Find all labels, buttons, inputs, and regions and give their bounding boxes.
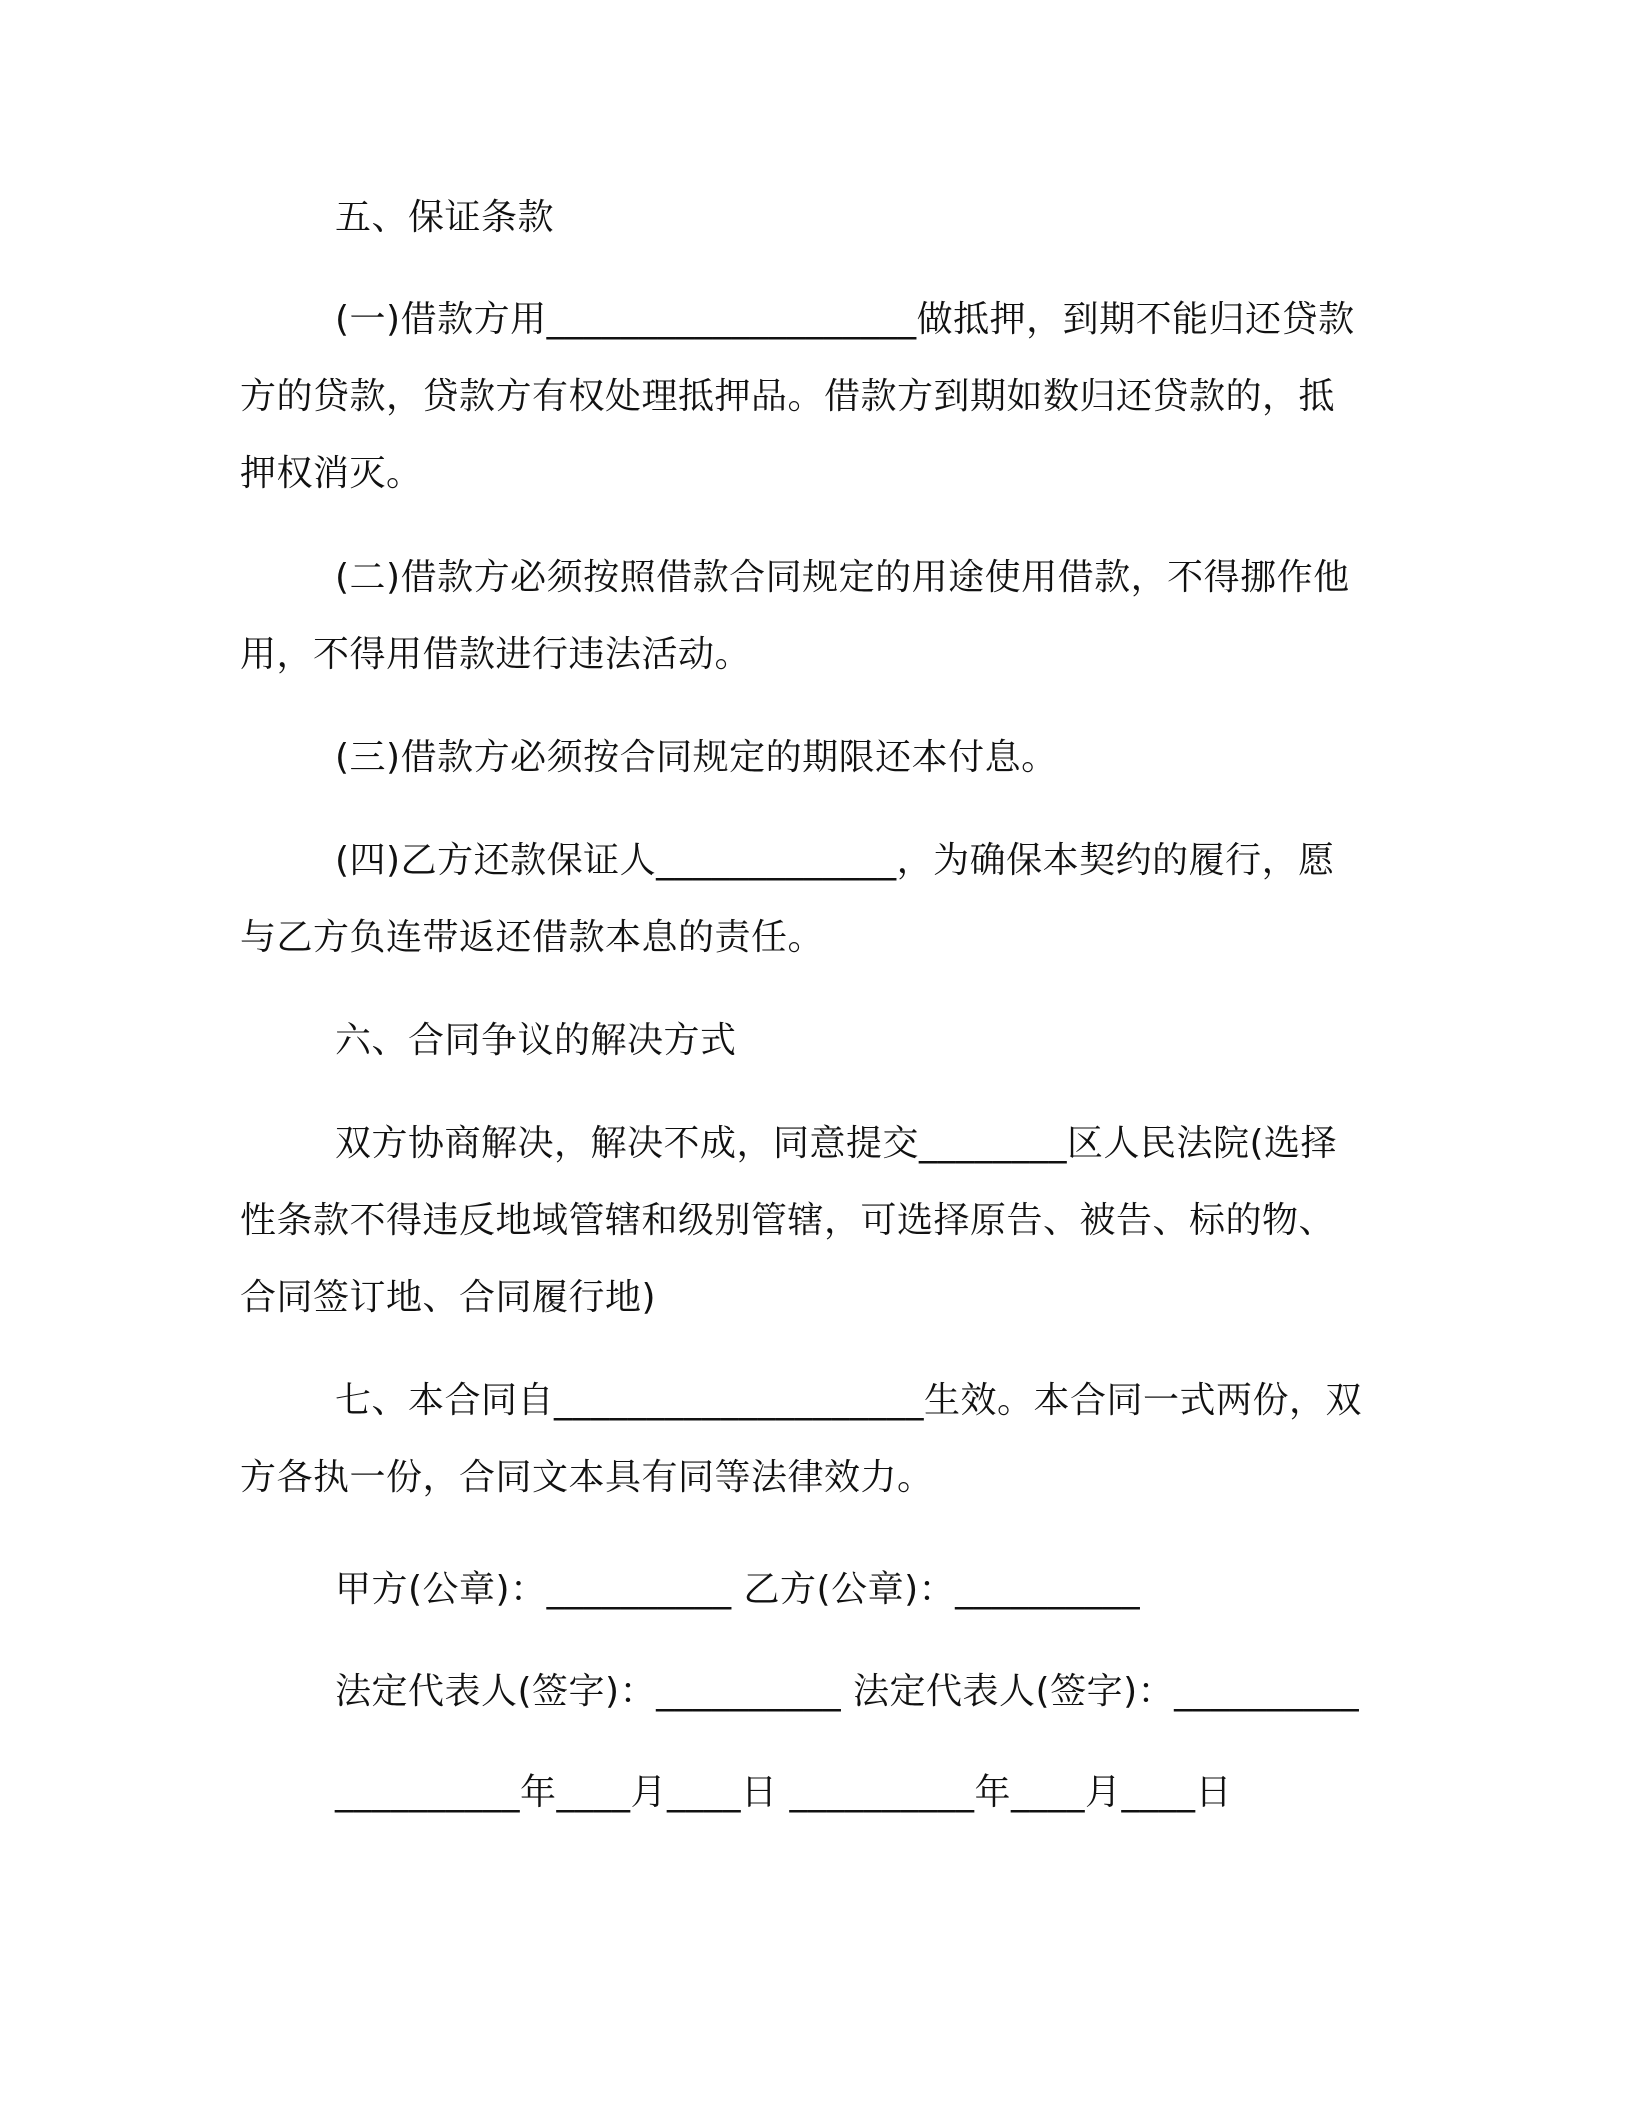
representative-signature-line: 法定代表人(签字)：__________ 法定代表人(签字)：__________ [335, 1671, 1360, 1712]
clause-1-line-2: 方的贷款，贷款方有权处理抵押品。借款方到期如数归还贷款的，抵 [240, 376, 1336, 417]
seal-signature-line: 甲方(公章)：__________ 乙方(公章)：__________ [335, 1569, 1141, 1610]
clause-4-line-1: (四)乙方还款保证人_____________，为确保本契约的履行，愿 [335, 840, 1335, 881]
clause-1-line-3: 押权消灭。 [240, 453, 423, 494]
section-7-line-1: 七、本合同自____________________生效。本合同一式两份，双 [335, 1380, 1363, 1421]
clause-1-line-1: (一)借款方用____________________做抵押，到期不能归还贷款 [335, 299, 1355, 340]
section-6-line-3: 合同签订地、合同履行地) [240, 1277, 657, 1318]
clause-3-line-1: (三)借款方必须按合同规定的期限还本付息。 [335, 737, 1058, 778]
clause-2-line-2: 用，不得用借款进行违法活动。 [240, 634, 752, 675]
section-6-heading: 六、合同争议的解决方式 [335, 1020, 737, 1061]
section-7-line-2: 方各执一份，合同文本具有同等法律效力。 [240, 1457, 934, 1498]
section-6-line-2: 性条款不得违反地域管辖和级别管辖，可选择原告、被告、标的物、 [240, 1200, 1336, 1241]
clause-4-line-2: 与乙方负连带返还借款本息的责任。 [240, 917, 825, 958]
clause-2-line-1: (二)借款方必须按照借款合同规定的用途使用借款，不得挪作他 [335, 557, 1350, 598]
section-5-heading: 五、保证条款 [335, 197, 555, 238]
section-6-line-1: 双方协商解决，解决不成，同意提交________区人民法院(选择 [335, 1123, 1338, 1164]
date-line: __________年____月____日 __________年____月____日 [335, 1772, 1232, 1813]
